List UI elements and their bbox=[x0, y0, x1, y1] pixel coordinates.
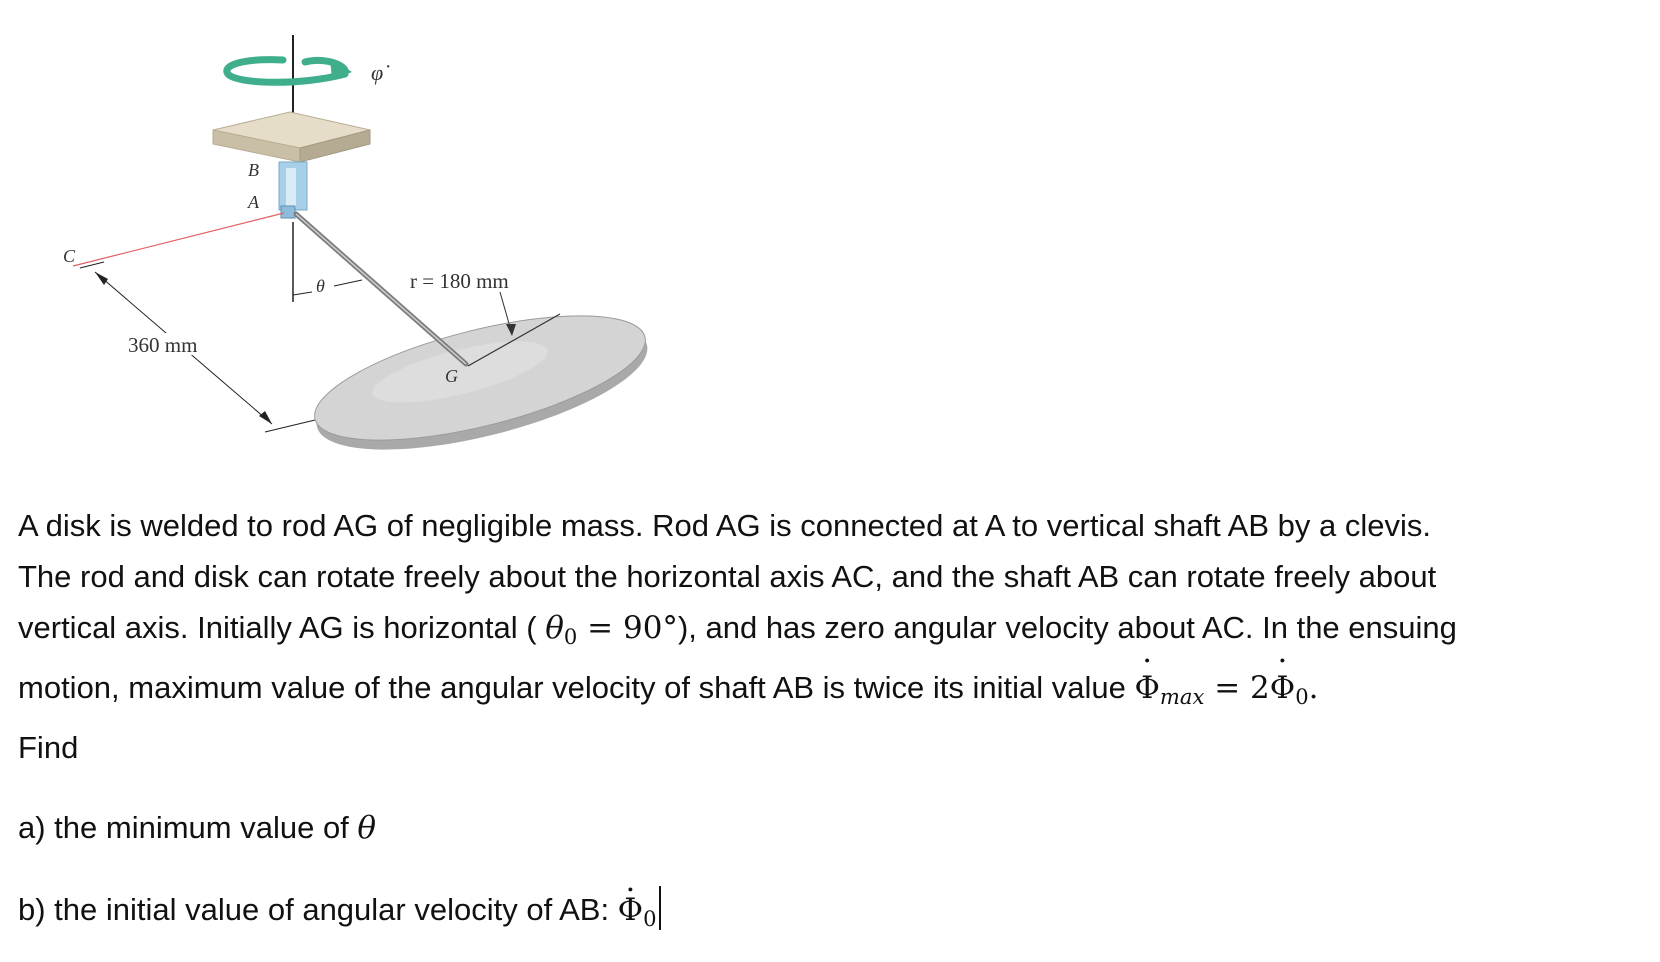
theta-arrow-left bbox=[293, 292, 312, 295]
part-a-theta: θ bbox=[357, 810, 377, 846]
radius-label: r = 180 mm bbox=[410, 269, 509, 293]
axis-ac-line bbox=[73, 213, 284, 266]
part-b-subscript: 0 bbox=[643, 905, 657, 931]
label-a: A bbox=[248, 192, 259, 212]
line3-text: vertical axis. Initially AG is horizontal ( bbox=[18, 610, 537, 645]
theta-label: θ bbox=[316, 276, 325, 296]
rotation-arrow-icon bbox=[227, 58, 352, 82]
part-b-phidot: · Φ bbox=[618, 892, 643, 928]
ceiling-support bbox=[213, 112, 370, 162]
part-b bbox=[18, 886, 661, 931]
find-heading: Find bbox=[18, 730, 79, 765]
problem-figure bbox=[0, 0, 720, 480]
part-b-text: b) the initial value of angular velocity of AB: bbox=[18, 892, 618, 927]
max-subscript: max bbox=[1159, 683, 1205, 709]
label-c: C bbox=[63, 246, 76, 266]
label-g: G bbox=[445, 366, 458, 386]
theta-equation: = 90° bbox=[577, 610, 678, 646]
disk bbox=[303, 290, 659, 475]
label-b: B bbox=[248, 160, 259, 180]
theta-symbol: θ bbox=[545, 610, 564, 646]
part-a bbox=[18, 810, 376, 846]
problem-line-3 bbox=[18, 602, 1648, 662]
problem-line-1: A disk is welded to rod AG of negligible mass. Rod AG is connected at A to vertical shaft AB by a clevis. bbox=[18, 508, 1431, 543]
phidot-max-symbol: · Φ bbox=[1135, 663, 1160, 714]
phidot-label: φ̇ bbox=[371, 60, 384, 85]
problem-line-2: The rod and disk can rotate freely about the horizontal axis AC, and the shaft AB can rotate freely about bbox=[18, 559, 1437, 594]
phidot-zero-symbol: · Φ bbox=[1270, 663, 1295, 714]
theta-subscript: 0 bbox=[563, 623, 578, 649]
theta-arrow-right bbox=[334, 280, 362, 286]
problem-statement bbox=[18, 500, 1648, 722]
problem-line-4 bbox=[18, 662, 1648, 722]
equals-two: = 2 bbox=[1204, 669, 1270, 706]
distance-label: 360 mm bbox=[128, 333, 198, 357]
shaft-ab bbox=[279, 162, 307, 218]
zero-subscript: 0 bbox=[1295, 683, 1309, 709]
line4-text: motion, maximum value of the angular velocity of shaft AB is twice its initial value bbox=[18, 669, 1135, 705]
line4-period: . bbox=[1308, 669, 1319, 706]
text-cursor[interactable] bbox=[659, 886, 661, 930]
part-a-text: a) the minimum value of bbox=[18, 810, 358, 845]
line3-end: ), and has zero angular velocity about AC. In the ensuing bbox=[677, 610, 1457, 645]
